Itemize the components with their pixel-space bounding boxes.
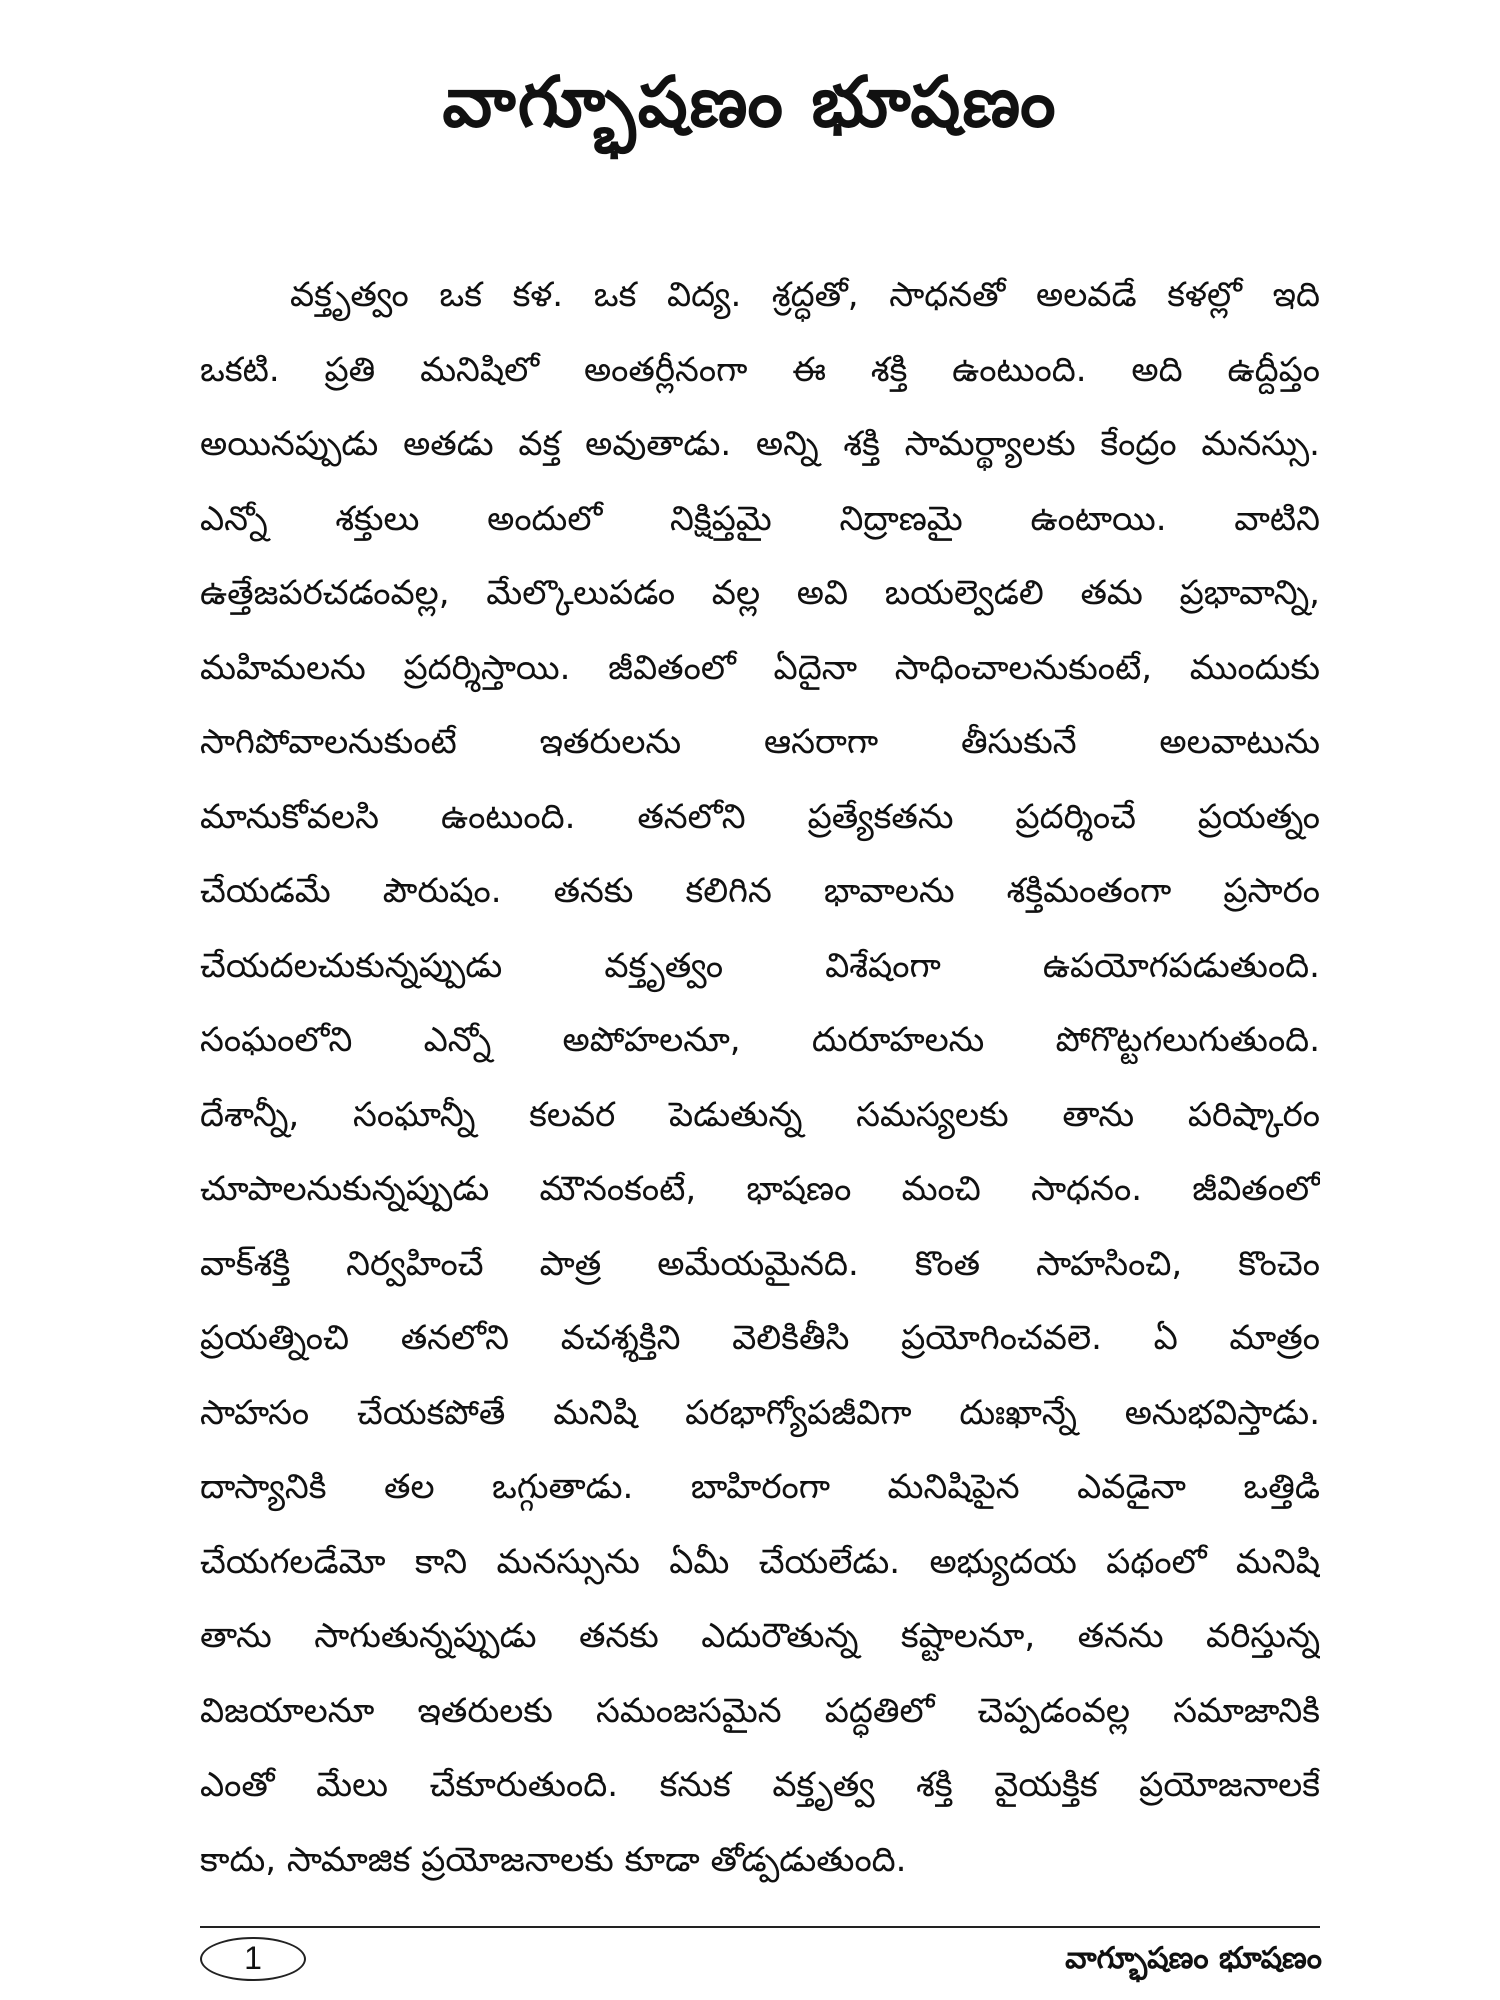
text-line: ఒకటి. ప్రతి మనిషిలో అంతర్లీనంగా ఈ శక్తి ఉంటుంది. అది ఉద్దీప్తం [200,349,1320,390]
text-line: దేశాన్నీ, సంఘాన్నీ కలవర పెడుతున్న సమస్యలకు తాను పరిష్కారం [200,1094,1320,1135]
text-line: కాదు, సామాజిక ప్రయోజనాలకు కూడా తోడ్పడుతుంది. [200,1839,907,1880]
text-line: వాక్‌శక్తి నిర్వహించే పాత్ర అమేయమైనది. కొంత సాహసించి, కొంచెం [200,1243,1320,1284]
text-line: సాగిపోవాలనుకుంటే ఇతరులను ఆసరాగా తీసుకునే అలవాటును [200,722,1320,762]
footer-divider [200,1926,1320,1928]
page-title: వాగ్భూషణం భూషణం [442,61,1058,143]
text-line: మహిమలను ప్రదర్శిస్తాయి. జీవితంలో ఏదైనా సాధించాలనుకుంటే, ముందుకు [200,647,1320,688]
text-line: తాను సాగుతున్నప్పుడు తనకు ఎదురౌతున్న కష్టాలనూ, తనను వరిస్తున్న [200,1616,1320,1656]
running-footer-title: వాగ్భూషణం భూషణం [1065,1941,1322,1976]
text-line: ఎన్నో శక్తులు అందులో నిక్షిప్తమై నిద్రాణమై ఉంటాయి. వాటిని [200,498,1320,539]
body-paragraph [200,258,1320,1897]
text-line: చేయడమే పౌరుషం. తనకు కలిగిన భావాలను శక్తిమంతంగా ప్రసారం [200,871,1320,911]
page-number: 1 [200,1937,306,1981]
text-line: మానుకోవలసి ఉంటుంది. తనలోని ప్రత్యేకతను ప్రదర్శించే ప్రయత్నం [200,796,1320,837]
text-line: సంఘంలోని ఎన్నో అపోహలనూ, దురూహలను పోగొట్టగలుగుతుంది. [200,1020,1320,1060]
text-line: చూపాలనుకున్నప్పుడు మౌనంకంటే, భాషణం మంచి సాధనం. జీవితంలో [200,1169,1320,1209]
text-line: చేయగలడేమో కాని మనస్సును ఏమీ చేయలేడు. అభ్యుదయ పథంలో మనిషి [200,1541,1320,1582]
text-line: ఎంతో మేలు చేకూరుతుంది. కనుక వక్తృత్వ శక్తి వైయక్తిక ప్రయోజనాలకే [200,1765,1320,1805]
text-line: ప్రయత్నించి తనలోని వచశ్శక్తిని వెలికితీసి ప్రయోగించవలె. ఏ మాత్రం [200,1318,1320,1358]
text-line: దాస్యానికి తల ఒగ్గుతాడు. బాహిరంగా మనిషిపైన ఎవడైనా ఒత్తిడి [200,1467,1320,1507]
text-line: ఉత్తేజపరచడంవల్ల, మేల్కొలుపడం వల్ల అవి బయల్వెడలి తమ ప్రభావాన్ని, [200,573,1320,613]
text-line: విజయాలనూ ఇతరులకు సమంజసమైన పద్ధతిలో చెప్పడంవల్ల సమాజానికి [200,1690,1320,1731]
text-line: సాహసం చేయకపోతే మనిషి పరభాగ్యోపజీవిగా దుఃఖాన్నే అనుభవిస్తాడు. [200,1392,1320,1433]
text-line: వక్తృత్వం ఒక కళ. ఒక విద్య. శ్రద్ధతో, సాధనతో అలవడే కళల్లో ఇది [290,275,1320,315]
text-line: అయినప్పుడు అతడు వక్త అవుతాడు. అన్ని శక్తి సామర్థ్యాలకు కేంద్రం మనస్సు. [200,424,1320,464]
text-line: చేయదలచుకున్నప్పుడు వక్తృత్వం విశేషంగా ఉపయోగపడుతుంది. [200,945,1320,986]
